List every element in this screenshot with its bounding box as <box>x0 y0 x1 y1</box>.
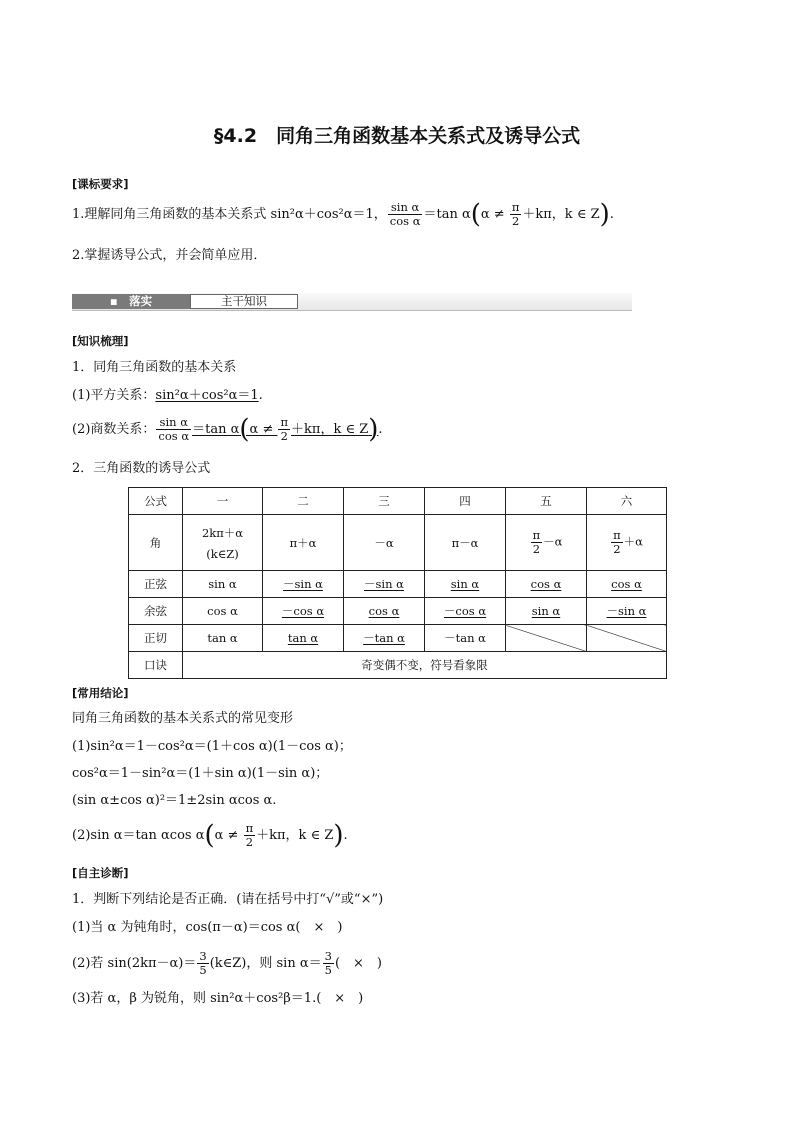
table-header-cell: 四 <box>425 488 506 515</box>
table-row <box>129 625 667 652</box>
item1-pi-fraction: $\frac{\pi}{2}$ <box>511 200 520 228</box>
table-header-cell: 一 <box>183 488 263 515</box>
table-cell: －cos α <box>263 598 344 625</box>
table-cell: tan α <box>263 625 344 652</box>
row-label-cell: 正切 <box>129 625 183 652</box>
table-row <box>129 652 667 679</box>
angle-label-cell: 角 <box>129 515 183 571</box>
square-relation-answer: sin²α＋cos²α＝1 <box>155 388 259 403</box>
table-cell: sin α <box>183 571 263 598</box>
knowledge-point-1: 1．同角三角函数的基本关系 <box>72 360 237 375</box>
table-cell: －sin α <box>587 598 667 625</box>
self-check-question: 1．判断下列结论是否正确．(请在括号中打“√”或“×”) <box>72 892 384 907</box>
knowledge-point-2: 2．三角函数的诱导公式 <box>72 461 211 476</box>
self-check-statement-2: (2)若 sin(2kπ－α)＝ $\frac{3}{5}$ (k∈Z)，则 sin α＝ $\frac{3}{5}$ ( × ) <box>72 949 383 977</box>
table-cell: －sin α <box>344 571 425 598</box>
course-req-item-2: 2.掌握诱导公式，并会简单应用． <box>72 248 267 263</box>
square-relation: (1)平方关系：sin²α＋cos²α＝1. <box>72 388 263 403</box>
section-banner <box>72 293 632 311</box>
course-requirements-heading: [课标要求] <box>72 177 129 191</box>
self-check-heading: [自主诊断] <box>72 866 129 880</box>
row-label-cell: 口诀 <box>129 652 183 679</box>
table-header-cell: 公式 <box>129 488 183 515</box>
banner-label-luoshi: ▪ 落实 <box>109 294 153 308</box>
item1-fraction: $\frac{\text{sin α}}{\text{cos α}}$ <box>389 200 421 228</box>
table-cell: －sin α <box>263 571 344 598</box>
empty-diagonal-cell <box>506 625 587 652</box>
angle-cell: π＋α <box>263 515 344 571</box>
table-cell: cos α <box>344 598 425 625</box>
conclusion-line-4: (2)sin α＝tan αcos α(α ≠ $\frac{\pi}{2}$ ＋kπ，k ∈ Z). <box>72 820 348 851</box>
conclusion-line: (1)sin²α＝1－cos²α＝(1＋cos α)(1－cos α)； <box>72 739 352 754</box>
row-label-cell: 正弦 <box>129 571 183 598</box>
table-cell: cos α <box>506 571 587 598</box>
knowledge-heading: [知识梳理] <box>72 334 129 348</box>
angle-cell: π－α <box>425 515 506 571</box>
rhyme-cell: 奇变偶不变，符号看象限 <box>183 652 667 679</box>
table-header-cell: 五 <box>506 488 587 515</box>
banner-label-zhugan: 主干知识 <box>190 294 298 309</box>
quotient-pi-fraction: $\frac{\pi}{2}$ <box>280 415 289 443</box>
table-row <box>129 515 667 571</box>
table-header-cell: 二 <box>263 488 344 515</box>
conclusions-heading: [常用结论] <box>72 686 129 700</box>
row-label-cell: 余弦 <box>129 598 183 625</box>
table-cell: sin α <box>506 598 587 625</box>
conclusion-line: cos²α＝1－sin²α＝(1＋sin α)(1－sin α)； <box>72 766 329 781</box>
table-cell: sin α <box>425 571 506 598</box>
conclusions-intro: 同角三角函数的基本关系式的常见变形 <box>72 711 294 726</box>
item1-prefix: 1.理解同角三角函数的基本关系式 sin²α＋cos²α＝1， <box>72 207 387 222</box>
table-row <box>129 571 667 598</box>
angle-cell: $\frac{\pi}{2}$ －α <box>506 515 587 571</box>
angle-cell: －α <box>344 515 425 571</box>
table-header-cell: 三 <box>344 488 425 515</box>
induction-formula-table <box>128 487 667 679</box>
table-cell: －tan α <box>344 625 425 652</box>
table-row <box>129 598 667 625</box>
angle-cell: 2kπ＋α (k∈Z) <box>183 515 263 571</box>
table-cell: cos α <box>183 598 263 625</box>
conclusion-line: (sin α±cos α)²＝1±2sin αcos α. <box>72 793 277 808</box>
course-req-item-1: 1.理解同角三角函数的基本关系式 sin²α＋cos²α＝1， $\frac{\text{sin α}}{\text{cos α}}$ ＝tan α(α ≠ $\frac{\pi}{2}$ ＋kπ，k ∈ Z). <box>72 199 614 230</box>
table-cell: cos α <box>587 571 667 598</box>
table-row <box>129 488 667 515</box>
table-cell: tan α <box>183 625 263 652</box>
table-cell: －tan α <box>425 625 506 652</box>
item1-eq: ＝tan α <box>423 207 471 222</box>
self-check-statement-1: (1)当 α 为钝角时，cos(π－α)＝cos α( × ) <box>72 920 343 935</box>
quotient-fraction: $\frac{\text{sin α}}{\text{cos α}}$ <box>158 415 190 443</box>
empty-diagonal-cell <box>587 625 667 652</box>
page-title: §4.2 同角三角函数基本关系式及诱导公式 <box>213 125 581 147</box>
self-check-statement-3: (3)若 α，β 为锐角，则 sin²α＋cos²β＝1.( × ) <box>72 991 364 1006</box>
angle-cell: $\frac{\pi}{2}$ ＋α <box>587 515 667 571</box>
table-cell: －cos α <box>425 598 506 625</box>
table-header-cell: 六 <box>587 488 667 515</box>
quotient-relation: (2)商数关系： $\frac{\text{sin α}}{\text{cos α}}$ ＝tan α(α ≠ $\frac{\pi}{2}$ ＋kπ，k ∈ Z). <box>72 414 383 445</box>
